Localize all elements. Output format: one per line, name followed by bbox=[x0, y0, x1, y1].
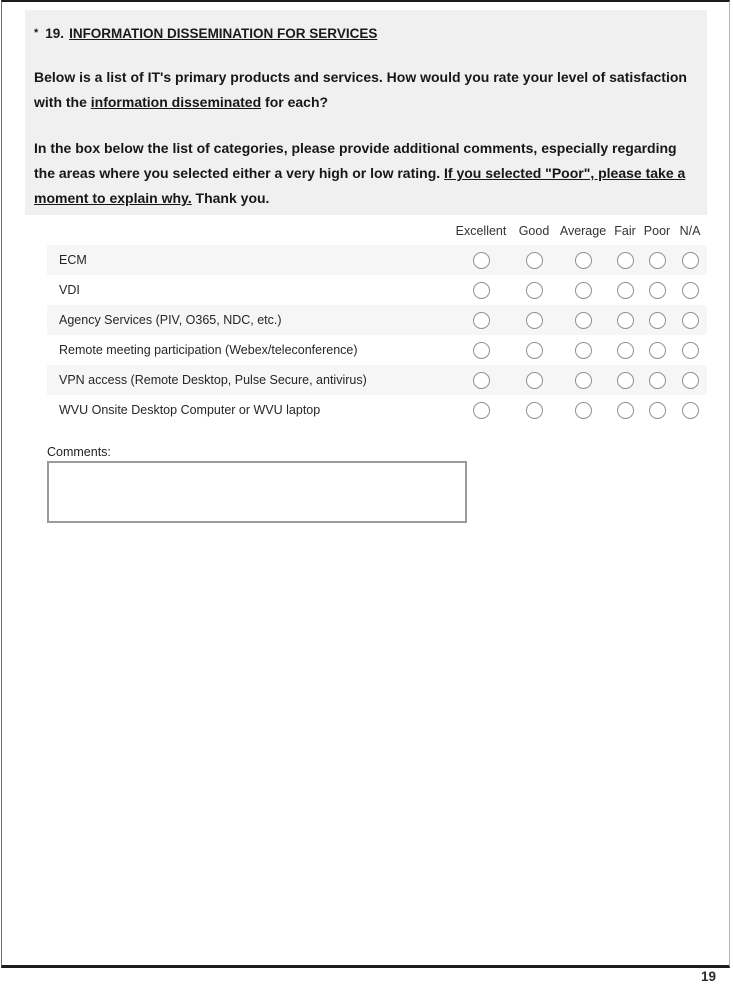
radio-cell bbox=[454, 372, 508, 389]
column-header-fair: Fair bbox=[614, 224, 636, 238]
radio-poor[interactable] bbox=[649, 312, 666, 329]
radio-cell bbox=[644, 312, 670, 329]
radio-cell bbox=[614, 312, 636, 329]
question-title: INFORMATION DISSEMINATION FOR SERVICES bbox=[69, 26, 378, 41]
radio-cell bbox=[560, 402, 606, 419]
radio-fair[interactable] bbox=[617, 342, 634, 359]
radio-poor[interactable] bbox=[649, 372, 666, 389]
radio-cell bbox=[614, 342, 636, 359]
radio-fair[interactable] bbox=[617, 282, 634, 299]
radio-cell bbox=[644, 372, 670, 389]
matrix-row-label: ECM bbox=[59, 253, 87, 267]
radio-cell bbox=[516, 312, 552, 329]
radio-cell bbox=[560, 282, 606, 299]
matrix-row-label: WVU Onsite Desktop Computer or WVU laptop bbox=[59, 403, 321, 417]
radio-average[interactable] bbox=[575, 402, 592, 419]
matrix-row bbox=[47, 245, 707, 275]
matrix-row-options bbox=[454, 282, 707, 299]
radio-na[interactable] bbox=[682, 372, 699, 389]
radio-good[interactable] bbox=[526, 282, 543, 299]
radio-cell bbox=[454, 312, 508, 329]
radio-cell bbox=[614, 252, 636, 269]
radio-excellent[interactable] bbox=[473, 342, 490, 359]
matrix-row-options bbox=[454, 372, 707, 389]
radio-cell bbox=[678, 312, 702, 329]
matrix-header-row bbox=[47, 222, 707, 240]
radio-cell bbox=[454, 252, 508, 269]
radio-cell bbox=[516, 252, 552, 269]
radio-cell bbox=[678, 342, 702, 359]
radio-cell bbox=[560, 342, 606, 359]
radio-fair[interactable] bbox=[617, 312, 634, 329]
comments-label: Comments: bbox=[47, 445, 111, 459]
radio-cell bbox=[516, 282, 552, 299]
matrix-row bbox=[47, 275, 707, 305]
radio-poor[interactable] bbox=[649, 342, 666, 359]
matrix-row bbox=[47, 395, 707, 425]
instructions-text: In the box below the list of categories, please provide additional comments, especially regarding the areas where you selected either a very high or low rating. bbox=[34, 140, 677, 181]
survey-page bbox=[1, 0, 730, 968]
radio-cell bbox=[560, 312, 606, 329]
column-header-na: N/A bbox=[679, 224, 701, 238]
matrix-row-label: Remote meeting participation (Webex/teleconference) bbox=[59, 343, 358, 357]
radio-cell bbox=[644, 282, 670, 299]
radio-cell bbox=[454, 282, 508, 299]
radio-average[interactable] bbox=[575, 312, 592, 329]
radio-cell bbox=[644, 252, 670, 269]
radio-cell bbox=[614, 282, 636, 299]
radio-fair[interactable] bbox=[617, 252, 634, 269]
radio-cell bbox=[560, 372, 606, 389]
radio-good[interactable] bbox=[526, 312, 543, 329]
radio-average[interactable] bbox=[575, 282, 592, 299]
radio-na[interactable] bbox=[682, 252, 699, 269]
radio-excellent[interactable] bbox=[473, 252, 490, 269]
question-number: 19. bbox=[45, 26, 65, 41]
radio-excellent[interactable] bbox=[473, 402, 490, 419]
radio-cell bbox=[614, 372, 636, 389]
question-block bbox=[25, 10, 707, 215]
question-heading bbox=[34, 26, 693, 41]
radio-average[interactable] bbox=[575, 372, 592, 389]
radio-cell bbox=[644, 342, 670, 359]
matrix-row-options bbox=[454, 342, 707, 359]
radio-poor[interactable] bbox=[649, 282, 666, 299]
instructions-text-end: Thank you. bbox=[191, 190, 270, 206]
column-header-excellent: Excellent bbox=[455, 224, 507, 238]
radio-cell bbox=[644, 402, 670, 419]
radio-cell bbox=[678, 282, 702, 299]
radio-cell bbox=[678, 372, 702, 389]
radio-na[interactable] bbox=[682, 282, 699, 299]
column-header-average: Average bbox=[559, 224, 607, 238]
column-header-good: Good bbox=[518, 224, 550, 238]
radio-poor[interactable] bbox=[649, 252, 666, 269]
matrix-row-label: Agency Services (PIV, O365, NDC, etc.) bbox=[59, 313, 282, 327]
radio-average[interactable] bbox=[575, 252, 592, 269]
radio-good[interactable] bbox=[526, 342, 543, 359]
radio-na[interactable] bbox=[682, 312, 699, 329]
matrix-row-label: VPN access (Remote Desktop, Pulse Secure, antivirus) bbox=[59, 373, 367, 387]
radio-excellent[interactable] bbox=[473, 372, 490, 389]
question-intro-paragraph bbox=[34, 65, 693, 115]
radio-average[interactable] bbox=[575, 342, 592, 359]
radio-na[interactable] bbox=[682, 342, 699, 359]
instructions-underlined-text: If you selected "Poor", please take a moment to explain why. bbox=[34, 165, 686, 206]
page-number: 19 bbox=[701, 969, 717, 984]
question-instructions-paragraph bbox=[34, 136, 693, 211]
radio-fair[interactable] bbox=[617, 372, 634, 389]
intro-text-end: for each? bbox=[261, 94, 329, 110]
matrix-row-options bbox=[454, 312, 707, 329]
intro-text: Below is a list of IT's primary products and services. How would you rate your level of satisfaction with the bbox=[34, 69, 687, 110]
matrix-row bbox=[47, 305, 707, 335]
matrix-row-options bbox=[454, 402, 707, 419]
matrix-row-options bbox=[454, 252, 707, 269]
matrix-row-label: VDI bbox=[59, 283, 80, 297]
radio-cell bbox=[516, 342, 552, 359]
radio-excellent[interactable] bbox=[473, 312, 490, 329]
radio-good[interactable] bbox=[526, 372, 543, 389]
required-asterisk: * bbox=[34, 27, 39, 39]
radio-cell bbox=[678, 402, 702, 419]
radio-poor[interactable] bbox=[649, 402, 666, 419]
rating-matrix bbox=[47, 222, 707, 425]
radio-cell bbox=[516, 372, 552, 389]
radio-cell bbox=[454, 342, 508, 359]
comments-input[interactable] bbox=[47, 461, 467, 523]
radio-cell bbox=[614, 402, 636, 419]
radio-na[interactable] bbox=[682, 402, 699, 419]
radio-fair[interactable] bbox=[617, 402, 634, 419]
matrix-column-headers bbox=[454, 224, 707, 238]
radio-excellent[interactable] bbox=[473, 282, 490, 299]
radio-good[interactable] bbox=[526, 402, 543, 419]
radio-good[interactable] bbox=[526, 252, 543, 269]
matrix-row bbox=[47, 365, 707, 395]
radio-cell bbox=[560, 252, 606, 269]
radio-cell bbox=[454, 402, 508, 419]
radio-cell bbox=[678, 252, 702, 269]
column-header-poor: Poor bbox=[643, 224, 671, 238]
intro-underlined-text: information disseminated bbox=[90, 94, 262, 110]
radio-cell bbox=[516, 402, 552, 419]
matrix-row bbox=[47, 335, 707, 365]
